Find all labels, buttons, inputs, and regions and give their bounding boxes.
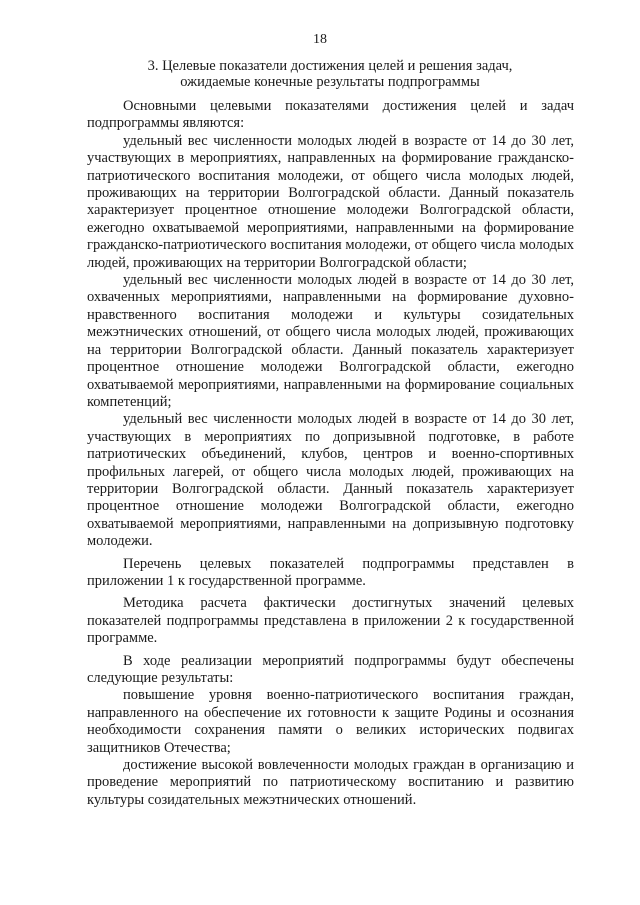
- paragraph: удельный вес численности молодых людей в возрасте от 14 до 30 лет, участвующих в мероприятиях по допризывной подготовке, в работе патриотических объединений, клубов, центров и военно-спортивных профильных лагерей, от общего числа молодых людей, проживающих на территории Волгоградской области. Данный показатель характеризует процентное отношение молодежи Волгоградской области, ежегодно охватываемой мероприятиями, направленными на допризывную подготовку молодежи.: [87, 411, 574, 550]
- paragraph: повышение уровня военно-патриотического воспитания граждан, направленного на обеспечение их готовности к защите Родины и осознания необходимости сохранения памяти о великих исторических подвигах защитников Отечества;: [87, 687, 574, 756]
- paragraph: Перечень целевых показателей подпрограммы представлен в приложении 1 к государственной программе.: [87, 555, 574, 589]
- paragraph: Основными целевыми показателями достижения целей и задач подпрограммы являются:: [87, 98, 574, 132]
- paragraph: В ходе реализации мероприятий подпрограммы будут обеспечены следующие результаты:: [87, 652, 574, 686]
- paragraph: удельный вес численности молодых людей в возрасте от 14 до 30 лет, участвующих в мероприятиях, направленных на формирование гражданско-патриотического воспитания молодежи, от общего числа молодых людей, проживающих на территории Волгоградской области. Данный показатель характеризует процентное отношение молодежи Волгоградской области, ежегодно охватываемой мероприятиями, направленными на формирование гражданско-патриотического воспитания молодежи, от общего числа молодых людей, проживающих на территории Волгоградской области;: [87, 132, 574, 271]
- paragraph: Методика расчета фактически достигнутых значений целевых показателей подпрограммы представлена в приложении 2 к государственной программе.: [87, 595, 574, 647]
- page-number: 18: [313, 32, 327, 47]
- paragraph: достижение высокой вовлеченности молодых граждан в организацию и проведение мероприятий по патриотическому воспитанию и развитию культуры созидательных межэтнических отношений.: [87, 757, 574, 808]
- section-heading-line-1: 3. Целевые показатели достижения целей и решения задач,: [147, 58, 513, 74]
- body-text: [87, 98, 574, 809]
- section-heading: [110, 58, 550, 90]
- section-heading-line-2: ожидаемые конечные результаты подпрограммы: [180, 74, 480, 90]
- paragraph: удельный вес численности молодых людей в возрасте от 14 до 30 лет, охваченных мероприятиями, направленными на формирование духовно-нравственного воспитания молодежи и культуры созидательных межэтнических отношений, от общего числа молодых людей, проживающих на территории Волгоградской области. Данный показатель характеризует процентное отношение молодежи Волгоградской области, ежегодно охватываемой мероприятиями, направленными на формирование социальных компетенций;: [87, 272, 574, 410]
